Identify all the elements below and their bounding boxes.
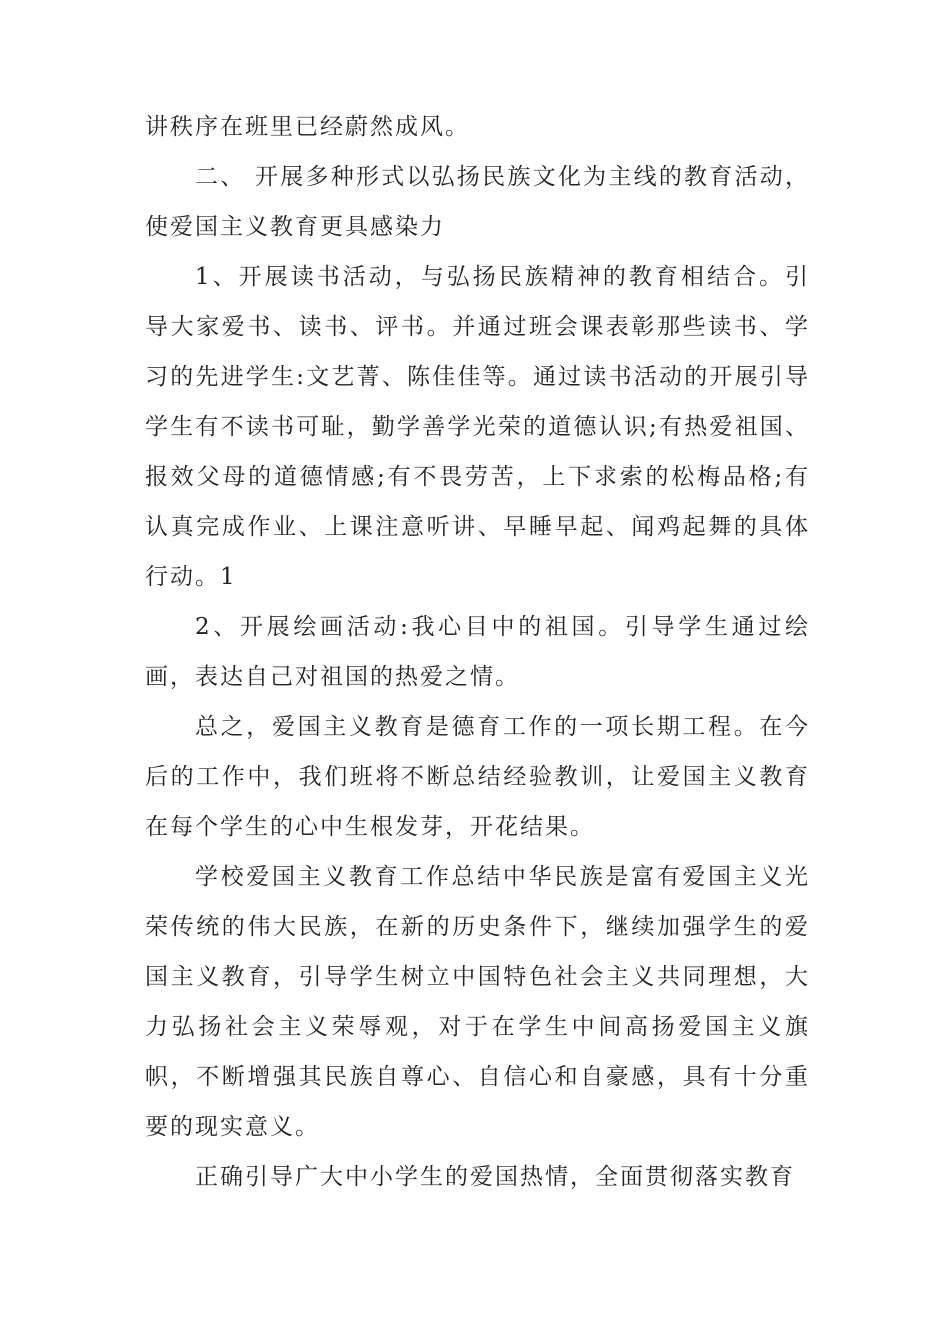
paragraph-6: 学校爱国主义教育工作总结中华民族是富有爱国主义光荣传统的伟大民族，在新的历史条件下，继续加强学生的爱国主义教育，引导学生树立中国特色社会主义共同理想，大力弘扬社会主义荣辱观，对于在学生中间高扬爱国主义旗帜，不断增强其民族自尊心、自信心和自豪感，具有十分重要的现实意义。	[145, 864, 810, 1140]
paragraph-1: 讲秩序在班里已经蔚然成风。	[145, 114, 470, 140]
paragraph-2: 二、 开展多种形式以弘扬民族文化为主线的教育活动，使爱国主义教育更具感染力	[145, 164, 810, 240]
paragraph-5: 总之，爱国主义教育是德育工作的一项长期工程。在今后的工作中，我们班将不断总结经验教训，让爱国主义教育在每个学生的心中生根发芽，开花结果。	[145, 714, 810, 840]
paragraph-4: 2、开展绘画活动:我心目中的祖国。引导学生通过绘画，表达自己对祖国的热爱之情。	[145, 614, 810, 690]
paragraph-3: 1、开展读书活动，与弘扬民族精神的教育相结合。引导大家爱书、读书、评书。并通过班会课表彰那些读书、学习的先进学生:文艺菁、陈佳佳等。通过读书活动的开展引导学生有不读书可耻，勤学善学光荣的道德认识;有热爱祖国、报效父母的道德情感;有不畏劳苦，上下求索的松梅品格;有认真完成作业、上课注意听讲、早睡早起、闻鸡起舞的具体行动。1	[145, 264, 810, 590]
document-body	[145, 102, 810, 1202]
paragraph-7: 正确引导广大中小学生的爱国热情，全面贯彻落实教育	[195, 1164, 795, 1190]
